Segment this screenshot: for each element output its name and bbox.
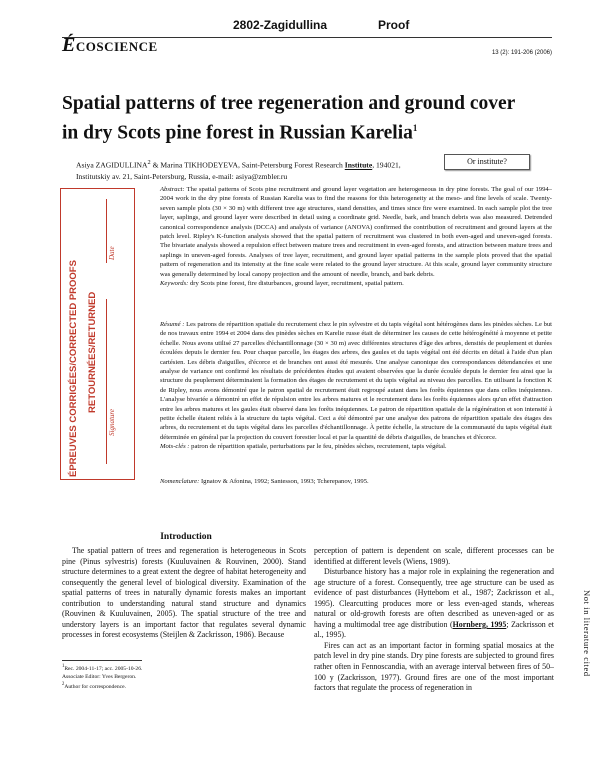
signature-label: Signature bbox=[108, 409, 116, 436]
article-title: Spatial patterns of tree regeneration and ground cover in dry Scots pine forest in Russian Karelia$^1$ bbox=[62, 93, 515, 144]
margin-annotation: Not in literature cited bbox=[582, 590, 592, 677]
resume-block: Résumé : Les patrons de répartition spatiale du recrutement chez le pin sylvestre et du tapis végétal sont hétérogènes dans les pinèdes sèches. Le but de nos travaux entre 1994 et 2004 dans des pinèdes sèches en Karelie russe était de déterminer les causes de cette hétérogénéité à moyenne et petite échelle. Nous avons utilisé 27 parcelles d'échantillonnage (30 × 30 m) avec différentes structures d'âge des arbres, densités de peuplement et durées écoulées depuis le dernier feu. Pour chaque parcelle, les étages des arbres, des gaules et du tapis végétal ont été décrits en détail à l'aide d'un plan cartésien. Les débris d'aiguilles, d'écorce et de branches ont aussi été mesurés. Une analyse canonique des correspondances détendancées et une analyse de variance ont confirmé les résultats de précédentes études qui avaient observées que la durée écoulée depuis le dernier feu ainsi que la structure du peuplement déterminaient la formation des étages de recrutement et du tapis végétal au niveau des parcelles. En utilisant la fonction K de Ripley, nous avons démontré que le patron spatial de recrutement était regroupé autant dans les forêts équiennes que dans celles inéquiennes. L'analyse bivariée a démontré un effet de répulsion entre les arbres matures et le recrutement dans les forêts équiennes alors qu'un effet d'attraction entre les arbres matures et les gaules était observé dans les forêts inéquiennes. Le patron de répartition spatiale de la régénération et son intensité à petite échelle étaient reliés à la structure du tapis végétal. Ceci a été démontré par une analyse des patrons de répartition spatiale des étages des arbres, du recrutement et du tapis végétal dans les parcelles d'échantillonnage. À petite échelle, la structure de la communauté du tapis végétal était déterminée en général par la projection du couvert forestier local et par la quantité de débris d'aiguilles, de branches et d'écorce. Mots-clés : patron de répartition spatiale, perturbations par le feu, pinèdes sèches, recrutement, tapis végétal. bbox=[160, 321, 552, 451]
header-rule bbox=[62, 37, 552, 38]
footnotes: $^1$Rec. 2004-11-17; acc. 2005-10-26. Associate Editor: Yves Bergeron. $^2$Author for correspondence. bbox=[62, 664, 143, 690]
section-heading-introduction: Introduction bbox=[160, 532, 212, 542]
proof-stamp bbox=[60, 188, 135, 480]
proof-label: Proof bbox=[378, 18, 410, 32]
paragraph: Fires can act as an important factor in forming spatial mosaics at the patch level in dry pine stands. Dry pine forests are subjected to ground fires rather often in Fennoscandia, with an average interval between fires of 50–100 y (Zackrisson, 1977). Ground fires are one of the most important factors that regulate the process of regeneration in bbox=[314, 640, 554, 693]
author-block: Asiya ZAGIDULLINA$^2$ & Marina TIKHODEYEVA, Saint-Petersburg Forest Research Institute, 194021, Institutskiy av. 21, Saint-Petersburg, Russia, e-mail: asiya@zmbler.ru bbox=[76, 159, 401, 181]
nomenclature-block: Nomenclature: Ignatov & Afonina, 1992; Santesson, 1993; Tcherepanov, 1995. bbox=[160, 478, 369, 485]
paragraph: The spatial pattern of trees and regeneration is heterogeneous in Scots pine (Pinus sylvestris) forests (Kuuluvainen & Rouvinen, 2000). Stand structure determines to a great extent the degree of habitat heterogeneity and consequently the general level of biological diversity. Examination of the spatial patterns of trees in naturally dynamic forests makes an important contribution to understanding natural stand structure and dynamics (Rouvinen & Kuuluvainen, 2005). The spatial structure of the tree and understory layers is an important factor that regulates several dynamic processes in forest ecosystems (Steijlen & Zackrisson, 1986). Because bbox=[62, 546, 306, 640]
institute-comment-button[interactable]: Or institute? bbox=[444, 154, 530, 170]
article-id: 2802-Zagidullina bbox=[233, 18, 328, 32]
paragraph: Disturbance history has a major role in explaining the regeneration and age structure of a forest. Consequently, tree age structure can be used as evidence of past disturbances (Hyttebom et al., 1987; Zackrisson et al., 1995). Clearcutting produces more or less even-aged stands, whereas natural or old-growth forests are often described as uneven-aged or as having a multimodal tree age distribution (Hornberg, 1995; Zackrisson et al., 1995). bbox=[314, 567, 554, 640]
volume-line: 13 (2): 191-206 (2006) bbox=[491, 50, 552, 56]
proof-stamp-line1: ÉPREUVES CORRIGÉES/CORRECTED PROOFS bbox=[68, 260, 79, 477]
paragraph: perception of pattern is dependent on scale, different processes can be identified at different levels (Wiens, 1989). bbox=[314, 546, 554, 566]
journal-logo: ÉCOSCIENCE bbox=[62, 34, 158, 56]
institute-link[interactable]: Institute bbox=[344, 160, 373, 170]
body-column-left bbox=[62, 546, 306, 641]
signature-line bbox=[106, 299, 107, 464]
abstract-block: Abstract: The spatial patterns of Scots pine recruitment and ground layer vegetation are heterogeneous in dry pine forests. The goal of our 1994–2004 work in the dry pine forests of Russian Karelia was to find the reasons for this heterogeneity at the meso- and fine levels of scale. Twenty-seven sample plots (30 × 30 m) with different tree age structures, stand densities, and times since fire were examined. In each sample plot the tree layer, saplings, and ground layer were described in detail using a coordinate grid. Needle, bark, and branch debris was also measured. Detrended canonical correspondence analysis (DCCA) and analysis of variance (ANOVA) confirmed the contribution of recruitment and ground layers at the patch level. Ripley's K-function analysis showed that the spatial pattern of recruitment was clustered in both even-aged and uneven-aged forests. The bivariate analysis showed a repulsion effect between mature trees and recruitment in even-aged forests, and attraction between mature trees and saplings in uneven-aged forests. Analyses of tree layer, recruitment, and ground layer spatial patterns in the sample plots proved that the spatial pattern of regeneration and its intensity at the fine scale were related to the ground layer structure. At this scale, ground layer community structure was generally determined by local canopy projection and the amount of needle, branch, and bark debris. Keywords: dry Scots pine forest, fire disturbances, ground layer, recruitment, spatial pattern. bbox=[160, 186, 552, 288]
body-column-right bbox=[314, 546, 554, 694]
date-line bbox=[106, 199, 107, 263]
reference-link-hornberg[interactable]: Hornberg, 1995 bbox=[452, 619, 507, 629]
proof-stamp-line2: RETOURNÉES/RETURNED bbox=[87, 291, 98, 413]
footnote-rule bbox=[62, 660, 142, 661]
date-label: Date bbox=[108, 246, 116, 260]
